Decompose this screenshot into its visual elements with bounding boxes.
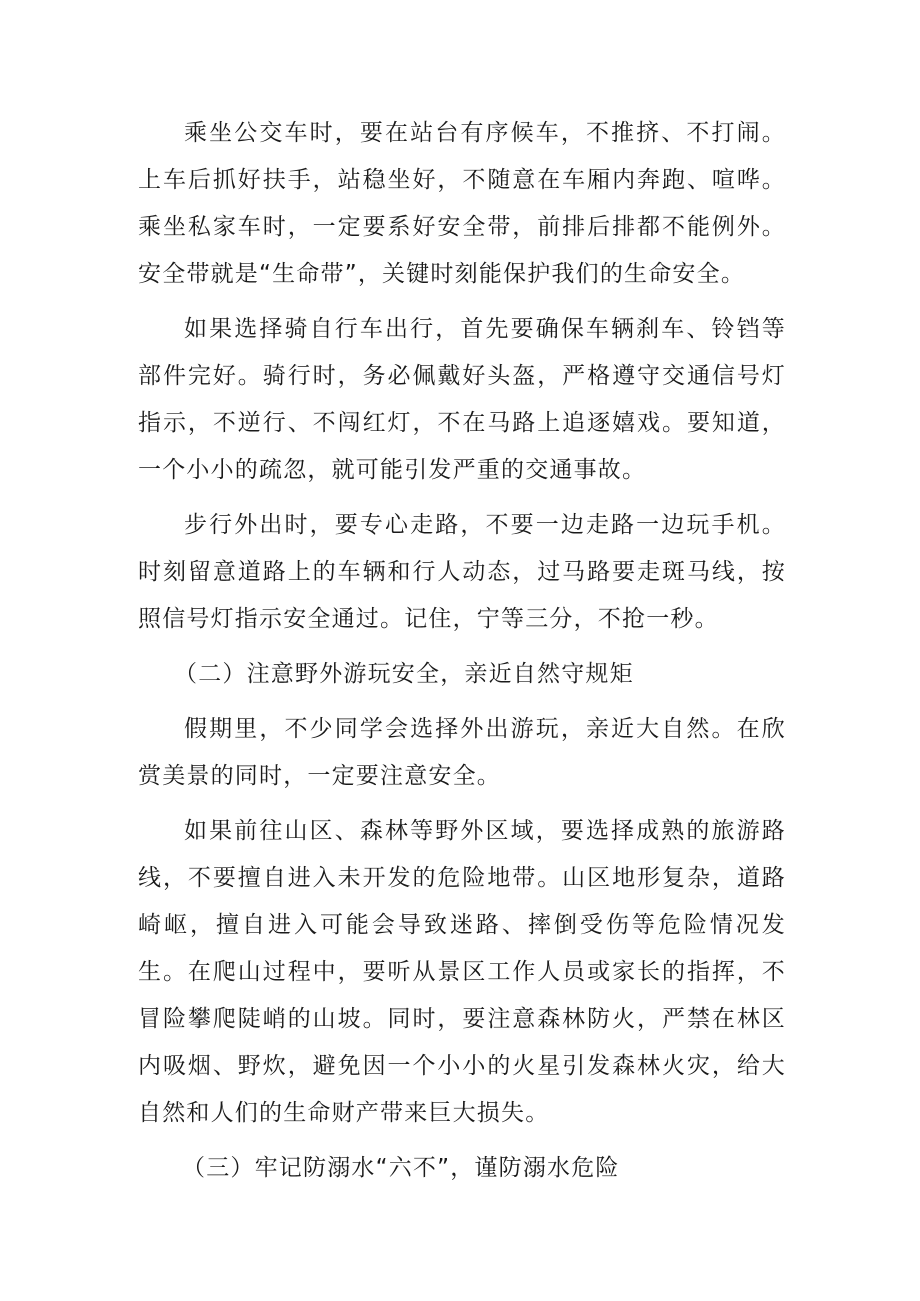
- paragraph-bus-car-safety: 乘坐公交车时，要在站台有序候车，不推挤、不打闹。上车后抓好扶手，站稳坐好，不随意在车厢内奔跑、喧哗。乘坐私家车时，一定要系好安全带，前排后排都不能例外。安全带就是“生命带”，关键时刻能保护我们的生命安全。: [138, 120, 786, 287]
- paragraph-walking-safety: 步行外出时，要专心走路，不要一边走路一边玩手机。时刻留意道路上的车辆和行人动态，过马路要走斑马线，按照信号灯指示安全通过。记住，宁等三分，不抢一秒。: [138, 512, 786, 632]
- section-heading-drowning-prevention: （三）牢记防溺水“六不”，谨防溺水危险: [182, 1155, 620, 1181]
- section-heading-outdoor-safety: （二）注意野外游玩安全，亲近自然守规矩: [174, 661, 634, 687]
- paragraph-mountain-forest-safety: 如果前往山区、森林等野外区域，要选择成熟的旅游路线，不要擅自进入未开发的危险地带。山区地形复杂，道路崎岖，擅自进入可能会导致迷路、摔倒受伤等危险情况发生。在爬山过程中，要听从景区工作人员或家长的指挥，不冒险攀爬陡峭的山坡。同时，要注意森林防火，严禁在林区内吸烟、野炊，避免因一个小小的火星引发森林火灾，给大自然和人们的生命财产带来巨大损失。: [138, 818, 786, 1126]
- paragraph-outdoor-intro: 假期里，不少同学会选择外出游玩，亲近大自然。在欣赏美景的同时，一定要注意安全。: [138, 716, 786, 789]
- paragraph-bicycle-safety: 如果选择骑自行车出行，首先要确保车辆刹车、铃铛等部件完好。骑行时，务必佩戴好头盔，严格遵守交通信号灯指示，不逆行、不闯红灯，不在马路上追逐嬉戏。要知道，一个小小的疏忽，就可能引发严重的交通事故。: [138, 316, 786, 483]
- document-body: [138, 110, 786, 1200]
